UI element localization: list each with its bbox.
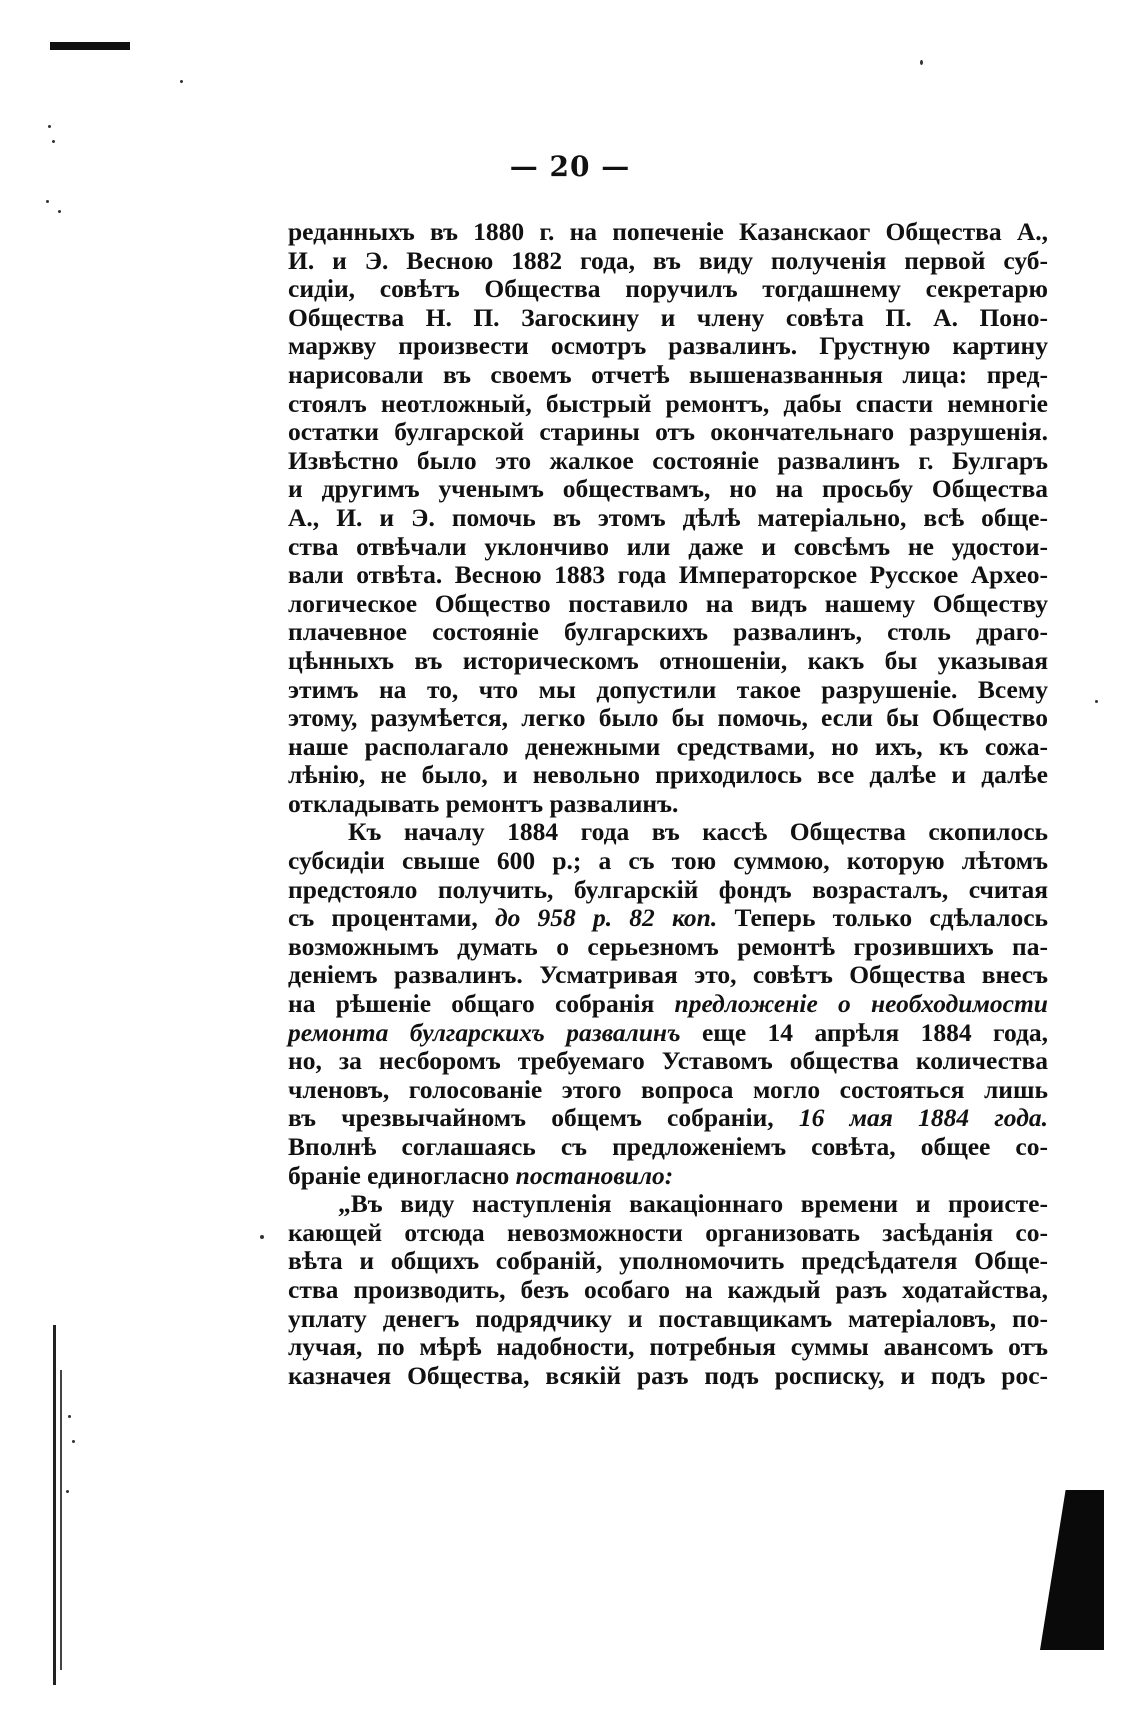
text-run: на рѣшеніе общаго собранія [288,989,655,1019]
text-line: кающей отсюда невозможности организовать засѣданія со- [288,1217,1048,1247]
text-line: сидіи, совѣтъ Общества поручилъ тогдашнему секретарю [288,274,1048,304]
italic-proposal: ремонта булгарскихъ развалинъ [288,1017,681,1047]
text-line: деніемъ развалинъ. Усматривая это, совѣтъ Общества внесъ [288,960,1048,990]
scan-speck [48,125,51,128]
text-line-mixed [288,904,1048,933]
text-line: остатки булгарской старины отъ окончательнаго разрушенія. [288,417,1048,447]
scan-speck [260,1235,264,1239]
body-text [288,218,1048,1390]
scan-speck [58,210,61,213]
italic-resolved: постановило: [515,1160,674,1190]
scan-speck [72,1440,75,1443]
text-line: наше располагало денежными средствами, но ихъ, къ сожа- [288,731,1048,761]
text-line-mixed [288,1104,1048,1133]
text-line: и другимъ ученымъ обществамъ, но на просьбу Общества [288,474,1048,504]
text-line: Общества Н. П. Загоскину и члену совѣта П. А. Поно- [288,302,1048,332]
text-line: этимъ на то, что мы допустили такое разрушеніе. Всему [288,674,1048,704]
text-line: ства производить, безъ особаго на каждый разъ ходатайства, [288,1274,1048,1304]
scan-speck [1095,700,1098,703]
text-line: уплату денегъ подрядчику и поставщикамъ матеріаловъ, по- [288,1303,1048,1333]
italic-proposal: предложеніе о необходимости [674,989,1048,1019]
page-number: — 20 — [509,150,631,183]
text-line: плачевное состояніе булгарскихъ развалинъ, столь драго- [288,617,1048,647]
text-line: лучая, по мѣрѣ надобности, потребныя суммы авансомъ отъ [288,1332,1048,1362]
text-line: казначея Общества, всякій разъ подъ росписку, и подъ рос- [288,1360,1048,1390]
italic-amount: до 958 р. 82 коп. [494,903,718,933]
text-line-mixed [288,990,1048,1019]
scan-speck [920,60,923,65]
text-run: браніе единогласно [288,1160,510,1190]
text-line: И. и Э. Весною 1882 года, въ виду полученія первой суб- [288,245,1048,275]
scan-speck [68,1415,71,1418]
scan-binding-edge [53,1325,56,1685]
text-run: еще 14 апрѣля 1884 года, [701,1017,1049,1047]
scan-speck [66,1490,69,1493]
text-line: Вполнѣ соглашаясь съ предложеніемъ совѣта, общее со- [288,1132,1048,1161]
text-line: нарисовали въ своемъ отчетѣ вышеназванныя лица: пред- [288,359,1048,389]
text-line: вали отвѣта. Весною 1883 года Императорское Русское Архео- [288,560,1048,590]
text-line: этому, разумѣется, легко было бы помочь, если бы Общество [288,703,1048,733]
text-line: возможнымъ думать о серьезномъ ремонтѣ грозившихъ па- [288,931,1048,961]
text-run: съ процентами, [288,903,478,933]
text-line-mixed [288,1019,1048,1048]
text-line: предстояло получить, булгарскій фондъ возрасталъ, считая [288,874,1048,904]
scan-edge-mark [50,42,130,50]
text-line: стоялъ неотложный, быстрый ремонтъ, дабы спасти немногіе [288,388,1048,418]
scan-corner-shadow [1040,1490,1104,1650]
text-line: но, за несборомъ требуемаго Уставомъ общества количества [288,1046,1048,1076]
scan-speck [180,80,183,83]
text-line: членовъ, голосованіе этого вопроса могло состояться лишь [288,1074,1048,1104]
text-line: откладывать ремонтъ развалинъ. [288,788,679,818]
text-line: ства отвѣчали уклончиво или даже и совсѣмъ не удостои- [288,531,1048,561]
text-line: вѣта и общихъ собраній, уполномочить предсѣдателя Обще- [288,1246,1048,1276]
text-line: цѣнныхъ въ историческомъ отношеніи, какъ бы указывая [288,645,1048,675]
scan-speck [52,140,55,143]
text-line: Извѣстно было это жалкое состояніе развалинъ г. Булгаръ [288,445,1048,475]
text-line: маржву произвести осмотръ развалинъ. Грустную картину [288,331,1048,361]
text-line: субсидіи свыше 600 р.; а съ тою суммою, которую лѣтомъ [288,846,1048,876]
text-line: реданныхъ въ 1880 г. на попеченіе Казанскаог Общества А., [288,217,1048,246]
text-line: „Въ виду наступленія вакаціоннаго времени и происте- [338,1189,1048,1219]
text-line-mixed [288,1162,1048,1191]
italic-date: 16 мая 1884 года. [798,1103,1048,1133]
scan-binding-edge-thin [60,1370,62,1670]
text-run: въ чрезвычайномъ общемъ собраніи, [288,1103,774,1133]
scan-speck [46,200,49,203]
text-line: лѣнію, не было, и невольно приходилось все далѣе и далѣе [288,760,1048,790]
text-line: логическое Общество поставило на видъ нашему Обществу [288,588,1048,618]
text-run: Теперь только сдѣлалось [734,903,1049,933]
text-line: А., И. и Э. помочь въ этомъ дѣлѣ матеріально, всѣ обще- [288,502,1048,532]
text-line: Къ началу 1884 года въ кассѣ Общества скопилось [348,817,1048,847]
